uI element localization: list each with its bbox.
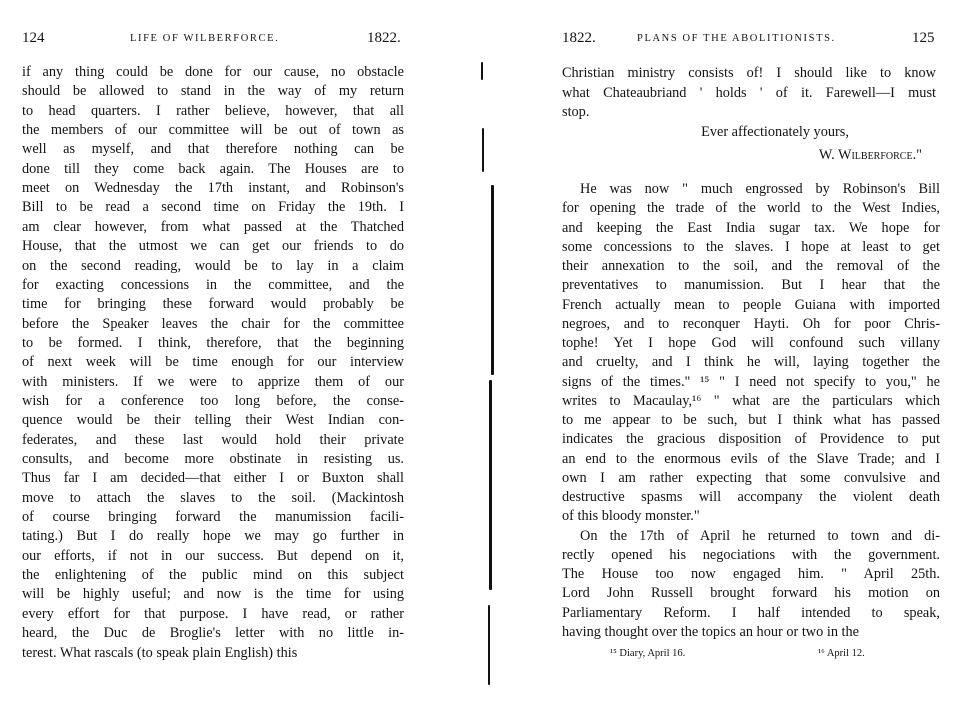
text-line: for exacting concessions in the committee, and the: [22, 276, 404, 293]
text-line: He was now " much engrossed by Robinson's Bill: [580, 181, 940, 197]
right-page: [500, 0, 980, 705]
text-line: the enlightening of the public mind on this subject: [22, 567, 404, 584]
text-line: and cruelty, and I think he will, laying together the: [562, 354, 940, 371]
text-line: federates, and these last would hold their private: [22, 431, 404, 448]
text-line: our efforts, if not in our success. But depend on it,: [22, 547, 404, 564]
text-line: Thus far I am decided—that either I or Buxton shall: [22, 470, 404, 487]
text-line: should be allowed to stand in the way of my return: [22, 83, 404, 100]
text-line: Christian ministry consists of! I should like to know: [562, 65, 936, 81]
text-line: own I am rather expecting that some convulsive and: [562, 469, 940, 486]
text-line: done till they come back again. The Houses are to: [22, 160, 404, 177]
text-line: what Chateaubriand ' holds ' of it. Farewell—I must: [562, 84, 936, 101]
text-line: move to attach the slaves to the soil. (Mackintosh: [22, 489, 404, 506]
text-line: will be highly useful; and now is the time for using: [22, 586, 404, 603]
text-line: quence would be their telling their West Indian con-: [22, 412, 404, 429]
text-line: On the 17th of April he returned to town and di-: [580, 527, 940, 544]
text-line: with ministers. If we were to apprize them of our: [22, 373, 404, 390]
text-line: stop.: [562, 104, 590, 121]
text-line: Bill to be read a second time on Friday the 19th. I: [22, 199, 404, 216]
text-line: of this bloody monster.": [562, 508, 700, 525]
left-year: 1822.: [367, 30, 401, 46]
text-line: The House too now engaged him. " April 25th.: [562, 566, 940, 582]
gutter-shadow: [482, 128, 484, 172]
gutter-shadow: [491, 185, 494, 375]
text-line: an end to the enormous evils of the Slave Trade; and I: [562, 450, 940, 467]
text-line: having thought over the topics an hour or two in the: [562, 623, 860, 640]
gutter-shadow: [488, 605, 490, 685]
text-line: negroes, and to reconquer Hayti. Oh for poor Chris-: [562, 315, 940, 332]
text-line: some concessions to the slaves. I hope at least to get: [562, 238, 940, 255]
text-line: heard, the Duc de Broglie's letter with no little in-: [22, 625, 404, 642]
left-page-number: 124: [22, 30, 45, 46]
text-line: destructive spasms will accompany the violent death: [562, 489, 940, 505]
text-line: well as myself, and that therefore nothing can be: [22, 141, 404, 158]
text-line: French actually mean to people Guiana with imported: [562, 296, 940, 313]
gutter-shadow: [481, 62, 483, 80]
footnote-15: ¹⁵ Diary, April 16.: [610, 648, 686, 659]
text-line: to me appear to be such, but I think what has passed: [562, 412, 940, 428]
text-line: and keeping the East India sugar tax. We hope for: [562, 219, 940, 236]
text-line: consults, and become more obstinate in resisting us.: [22, 451, 404, 467]
letter-closing: Ever affectionately yours,: [701, 124, 849, 140]
text-line: of course bringing forward the manumission facili-: [22, 509, 404, 526]
text-line: to be formed. I think, therefore, that the beginning: [22, 334, 404, 351]
text-line: their annexation to the soil, and the removal of the: [562, 258, 940, 274]
text-line: Lord John Russell brought forward his motion on: [562, 585, 940, 602]
text-line: tophe! Yet I hope God will confound such villany: [562, 335, 940, 351]
text-line: for opening the trade of the world to the West Indies,: [562, 200, 940, 217]
text-line: meet on Wednesday the 17th instant, and Robinson's: [22, 180, 404, 197]
text-line: tating.) But I do really hope we may go further in: [22, 528, 404, 545]
text-line: Parliamentary Reform. I half intended to speak,: [562, 604, 940, 621]
text-line: indicates the gracious disposition of Providence to put: [562, 431, 940, 448]
gutter-shadow: [489, 380, 492, 590]
footnote-16: ¹⁶ April 12.: [818, 648, 865, 659]
text-line: on the second reading, would be to lay in a claim: [22, 257, 404, 274]
text-line: the members of our committee will be out of town as: [22, 122, 404, 139]
right-page-number: 125: [912, 30, 935, 46]
left-page: [0, 0, 480, 705]
text-line: writes to Macaulay,¹⁶ " what are the particulars which: [562, 392, 940, 409]
text-line: if any thing could be done for our cause, no obstacle: [22, 64, 404, 80]
right-running-header: [500, 30, 980, 50]
text-line: time for bringing these forward would probably be: [22, 296, 404, 313]
text-line: House, that the utmost we can get our friends to do: [22, 238, 404, 255]
text-line: preventatives to manumission. But I hear that the: [562, 277, 940, 294]
right-year: 1822.: [562, 30, 596, 46]
text-line: signs of the times." ¹⁵ " I need not specify to you," he: [562, 373, 940, 390]
text-line: terest. What rascals (to speak plain English) this: [22, 644, 298, 661]
letter-signature: W. Wilberforce.": [818, 147, 922, 163]
text-line: am clear however, from what passed at the Thatched: [22, 218, 404, 235]
text-line: wish for a conference too long before, the conse-: [22, 392, 404, 409]
text-line: rectly opened his negociations with the government.: [562, 546, 940, 563]
text-line: to head quarters. I rather believe, however, that all: [22, 102, 404, 119]
right-running-title: PLANS OF THE ABOLITIONISTS.: [637, 33, 836, 44]
text-line: of next week will be time enough for our interview: [22, 354, 404, 371]
text-line: every effort for that purpose. I have read, or rather: [22, 605, 404, 622]
left-running-title: LIFE OF WILBERFORCE.: [130, 33, 280, 44]
text-line: before the Speaker leaves the chair for the committee: [22, 315, 404, 332]
left-running-header: [0, 30, 480, 50]
